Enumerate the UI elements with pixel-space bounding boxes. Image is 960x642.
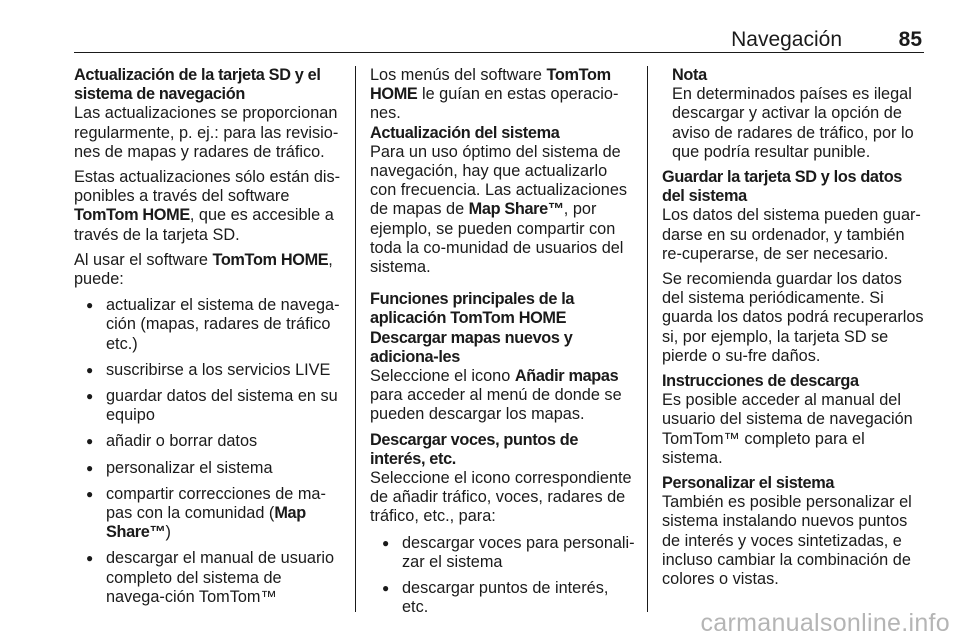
column-divider-2 xyxy=(647,66,648,612)
list-item: ● descargar puntos de interés, etc. xyxy=(370,579,636,617)
heading-save-sd: Guardar la tarjeta SD y los datos del sistema xyxy=(662,168,902,206)
section-title: Navegación xyxy=(731,28,842,51)
feature-list xyxy=(74,296,342,607)
list-item: ● guardar datos del sistema en su equipo xyxy=(74,387,342,425)
paragraph: Para un uso óptimo del sistema de navegación, hay que actualizarlo con frecuencia. Las actualizaciones de mapas de Map Share™, por ejemplo, se pueden compartir con toda la co-munidad de usuarios del sistema. xyxy=(370,142,628,277)
note-box xyxy=(662,66,928,162)
heading-customize-system: Personalizar el sistema xyxy=(662,474,835,493)
paragraph: Es posible acceder al manual del usuario del sistema de navegación TomTom™ completo para el sistema. xyxy=(662,391,913,467)
paragraph: Los datos del sistema pueden guar-darse en su ordenador, y también re-cuperarse, de ser necesario. xyxy=(662,206,921,263)
column-1 xyxy=(74,66,342,607)
list-item: ● suscribirse a los servicios LIVE xyxy=(74,361,342,380)
paragraph: Estas actualizaciones sólo están dis-ponibles a través del software TomTom HOME, que es accesible a través de la tarjeta SD. xyxy=(74,168,341,244)
list-item: ● descargar el manual de usuario completo del sistema de navega-ción TomTom™ xyxy=(74,549,342,607)
paragraph: Las actualizaciones se proporcionan regularmente, p. ej.: para las revisio-nes de mapas y radares de tráfico. xyxy=(74,104,339,161)
watermark: carmanualsonline.info xyxy=(700,609,950,637)
page-number: 85 xyxy=(898,28,922,51)
list-item: ● añadir o borrar datos xyxy=(74,432,342,451)
paragraph: Seleccione el icono correspondiente de añadir tráfico, voces, radares de tráfico, etc., para: xyxy=(370,469,632,526)
note-heading: Nota xyxy=(672,66,707,84)
paragraph: Se recomienda guardar los datos del sistema periódicamente. Si guarda los datos podrá recuperarlos si, por ejemplo, la tarjeta SD se pierde o su-fre daños. xyxy=(662,270,924,365)
page-header xyxy=(74,26,924,53)
heading-download-voices: Descargar voces, puntos de interés, etc. xyxy=(370,430,579,468)
heading-main-functions: Funciones principales de la aplicación TomTom HOME xyxy=(370,290,575,328)
download-list xyxy=(370,534,636,618)
column-2 xyxy=(370,66,636,617)
paragraph: También es posible personalizar el sistema instalando nuevos puntos de interés y voces sintetizadas, e incluso cambiar la combinación de colores o vistas. xyxy=(662,493,912,589)
list-item: ● actualizar el sistema de navega-ción (mapas, radares de tráfico etc.) xyxy=(74,296,342,354)
heading-sd-update: Actualización de la tarjeta SD y el sistema de navegación xyxy=(74,66,321,104)
heading-system-update: Actualización del sistema xyxy=(370,123,560,142)
column-divider-1 xyxy=(355,66,356,612)
heading-download-maps: Descargar mapas nuevos y adiciona-les xyxy=(370,328,573,366)
paragraph: Seleccione el icono Añadir mapas para acceder al menú de donde se pueden descargar los mapas. xyxy=(370,367,622,424)
list-item: ● compartir correcciones de ma-pas con la comunidad (Map Share™) xyxy=(74,485,342,543)
paragraph: Los menús del software TomTom HOME le guían en estas operacio-nes. xyxy=(370,66,619,123)
list-item: ● descargar voces para personali-zar el sistema xyxy=(370,534,636,572)
heading-download-instructions: Instrucciones de descarga xyxy=(662,372,859,391)
list-item: ● personalizar el sistema xyxy=(74,459,342,478)
note-text: En determinados países es ilegal descargar y activar la opción de aviso de radares de tráfico, por lo que podría resultar punible. xyxy=(672,85,914,161)
column-3 xyxy=(662,66,928,589)
paragraph: Al usar el software TomTom HOME, puede: xyxy=(74,250,333,289)
